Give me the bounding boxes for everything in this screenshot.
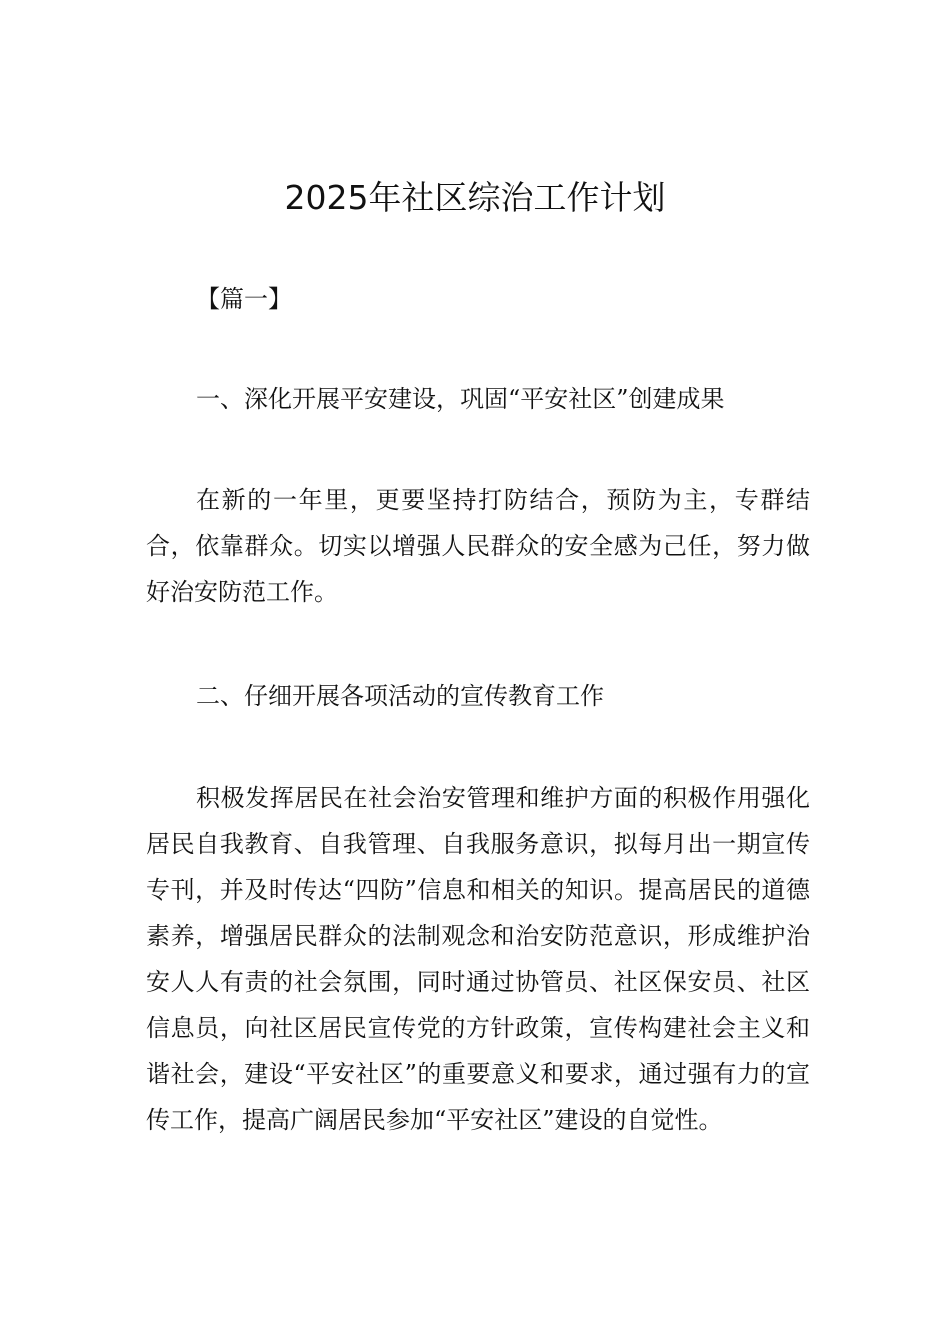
section-heading-2: 二、仔细开展各项活动的宣传教育工作 <box>196 682 604 710</box>
section-heading-1: 一、深化开展平安建设，巩固“平安社区”创建成果 <box>196 385 725 413</box>
section-label: 【篇一】 <box>196 285 292 313</box>
paragraph-1: 在新的一年里，更要坚持打防结合，预防为主，专群结合，依靠群众。切实以增强人民群众的安全感为己任，努力做好治安防范工作。 <box>146 486 810 606</box>
paragraph-2: 积极发挥居民在社会治安管理和维护方面的积极作用强化居民自我教育、自我管理、自我服务意识，拟每月出一期宣传专刊，并及时传达“四防”信息和相关的知识。提高居民的道德素养，增强居民群众的法制观念和治安防范意识，形成维护治安人人有责的社会氛围，同时通过协管员、社区保安员、社区信息员，向社区居民宣传党的方针政策，宣传构建社会主义和谐社会，建设“平安社区”的重要意义和要求，通过强有力的宣传工作，提高广阔居民参加“平安社区”建设的自觉性。 <box>146 784 810 1134</box>
document-title: 2025年社区综治工作计划 <box>284 178 666 217</box>
